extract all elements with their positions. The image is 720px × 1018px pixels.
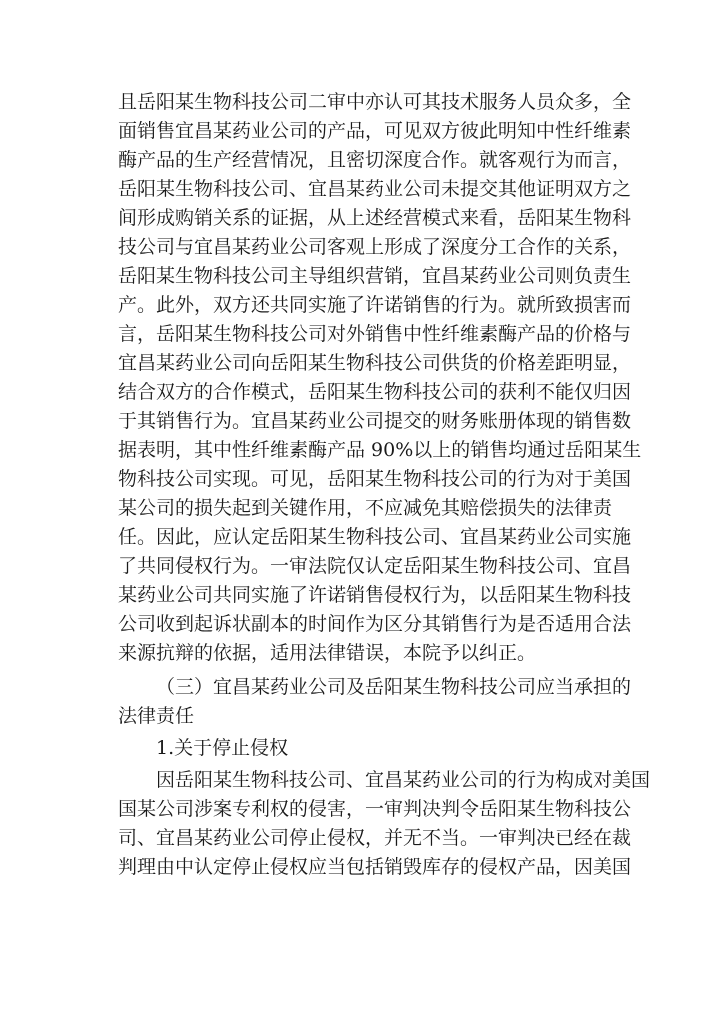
paragraph-line: 判理由中认定停止侵权应当包括销毁库存的侵权产品，因美国	[118, 856, 632, 878]
paragraph-line: 物科技公司实现。可见，岳阳某生物科技公司的行为对于美国	[118, 468, 632, 490]
paragraph-line: 某公司的损失起到关键作用，不应减免其赔偿损失的法律责	[118, 497, 613, 519]
paragraph-line: 技公司与宜昌某药业公司客观上形成了深度分工合作的关系，	[118, 236, 632, 258]
paragraph-line: 间形成购销关系的证据，从上述经营模式来看，岳阳某生物科	[118, 207, 632, 229]
paragraph-line: 产。此外，双方还共同实施了许诺销售的行为。就所致损害而	[118, 294, 632, 316]
paragraph-line: 据表明，其中性纤维素酶产品 90%以上的销售均通过岳阳某生	[118, 439, 642, 461]
paragraph-line: 且岳阳某生物科技公司二审中亦认可其技术服务人员众多，全	[118, 91, 632, 113]
paragraph-line-first: 因岳阳某生物科技公司、宜昌某药业公司的行为构成对美国	[156, 769, 651, 791]
subsection-heading: 1.关于停止侵权	[156, 737, 289, 759]
paragraph-line: 司、宜昌某药业公司停止侵权，并无不当。一审判决已经在裁	[118, 827, 632, 849]
paragraph-line: 于其销售行为。宜昌某药业公司提交的财务账册体现的销售数	[118, 410, 632, 432]
paragraph-line: 任。因此，应认定岳阳某生物科技公司、宜昌某药业公司实施	[118, 526, 632, 548]
paragraph-line: 国某公司涉案专利权的侵害，一审判决判令岳阳某生物科技公	[118, 798, 632, 820]
paragraph-line: 宜昌某药业公司向岳阳某生物科技公司供货的价格差距明显，	[118, 352, 632, 374]
paragraph-line: 公司收到起诉状副本的时间作为区分其销售行为是否适用合法	[118, 613, 632, 635]
paragraph-line: 了共同侵权行为。一审法院仅认定岳阳某生物科技公司、宜昌	[118, 555, 632, 577]
paragraph-line: 酶产品的生产经营情况，且密切深度合作。就客观行为而言，	[118, 149, 632, 171]
paragraph-line-last: 来源抗辩的依据，适用法律错误，本院予以纠正。	[118, 642, 537, 664]
paragraph-line: 结合双方的合作模式，岳阳某生物科技公司的获利不能仅归因	[118, 381, 632, 403]
paragraph-line: 言，岳阳某生物科技公司对外销售中性纤维素酶产品的价格与	[118, 323, 632, 345]
paragraph-line: 岳阳某生物科技公司、宜昌某药业公司未提交其他证明双方之	[118, 178, 632, 200]
section-heading-line: （三）宜昌某药业公司及岳阳某生物科技公司应当承担的	[156, 676, 632, 698]
section-heading-line: 法律责任	[118, 705, 195, 727]
paragraph-line: 某药业公司共同实施了许诺销售侵权行为，以岳阳某生物科技	[118, 584, 632, 606]
paragraph-line: 岳阳某生物科技公司主导组织营销，宜昌某药业公司则负责生	[118, 265, 632, 287]
paragraph-line: 面销售宜昌某药业公司的产品，可见双方彼此明知中性纤维素	[118, 120, 632, 142]
